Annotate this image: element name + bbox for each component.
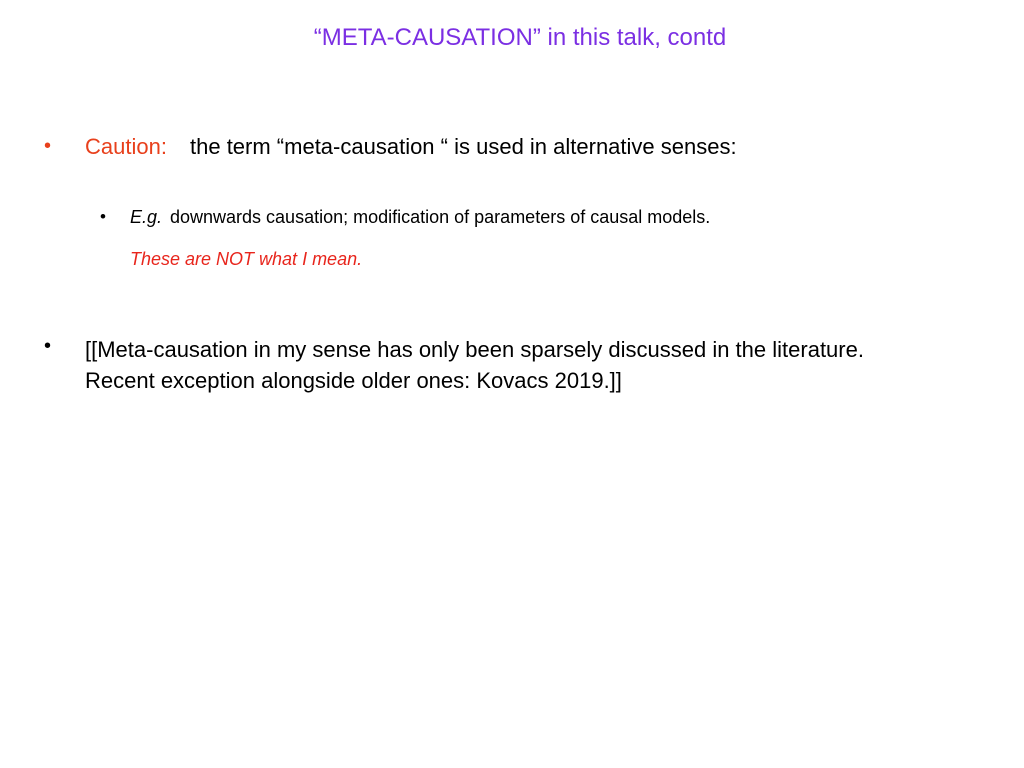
caution-text: the term “meta-causation “ is used in alternative senses:: [190, 134, 737, 159]
bullet-dot: •: [44, 135, 52, 157]
example-prefix: E.g.: [130, 207, 163, 227]
bullet-dot: •: [44, 335, 52, 357]
bullet-dot: •: [100, 207, 106, 226]
caution-label: Caution:: [85, 134, 167, 159]
example-text: downwards causation; modification of parameters of causal models.: [170, 207, 711, 227]
not-what-i-mean-note: These are NOT what I mean.: [130, 249, 363, 269]
slide-title: “META-CAUSATION” in this talk, contd: [313, 24, 727, 51]
literature-text: [85, 334, 864, 396]
literature-line-2: Recent exception alongside older ones: Kovacs 2019.]]: [85, 368, 622, 393]
literature-line-1: [[Meta-causation in my sense has only been sparsely discussed in the literature.: [85, 337, 864, 362]
